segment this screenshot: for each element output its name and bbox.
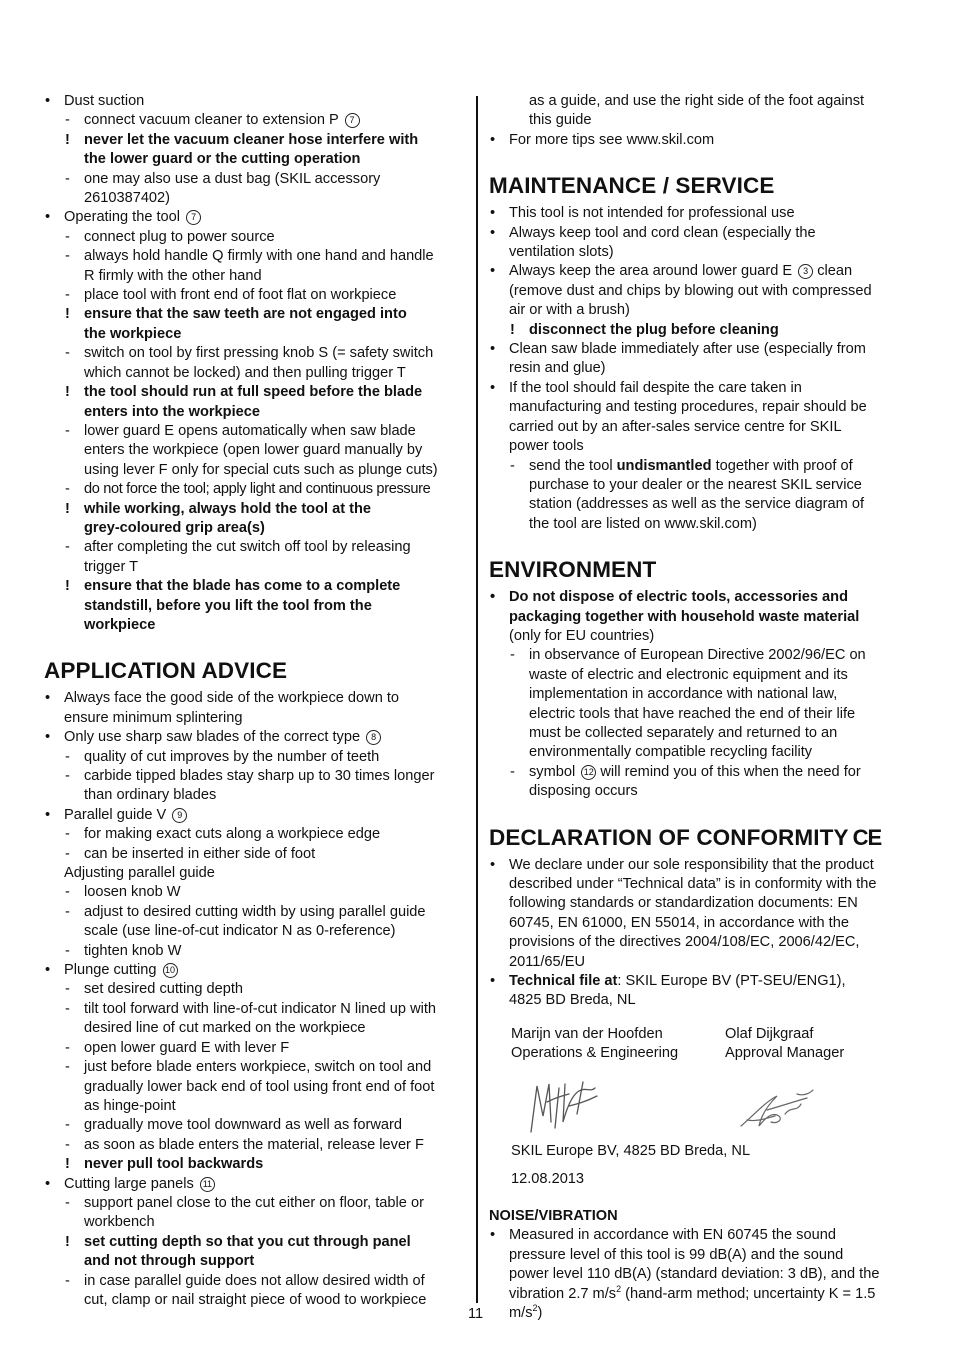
list-item: enters the workpiece (open lower guard manually by	[84, 442, 423, 459]
list-item: 2610387402)	[84, 190, 171, 207]
list-item: purchase to your dealer or the nearest SKIL service	[529, 476, 862, 493]
signature-2-icon	[737, 1086, 817, 1136]
bullet-icon: •	[490, 1227, 496, 1244]
list-item: - just before blade enters workpiece, switch on tool and	[65, 1059, 432, 1076]
list-item: • Measured in accordance with EN 60745 the sound	[489, 1226, 911, 1245]
list-item: - do not force the tool; apply light and continuous pressure	[65, 481, 431, 498]
list-item: • Always keep tool and cord clean (especially the	[489, 224, 911, 243]
list-item: trigger T	[84, 558, 139, 575]
list-item: than ordinary blades	[84, 787, 217, 804]
list-item: $m/s^2$)	[509, 1303, 543, 1322]
warning-item: ! while working, always hold the tool at the	[65, 500, 372, 517]
list-item: - can be inserted in either side of foot	[65, 845, 316, 862]
list-item: - quality of cut improves by the number of teeth	[65, 748, 380, 765]
list-item: • Always keep the area around lower guard E 3 clean	[489, 262, 911, 281]
list-item: • Parallel guide V 9	[44, 806, 466, 825]
list-item: • Technical file at: SKIL Europe BV (PT-SEU/ENG1),	[489, 972, 911, 991]
list-item: 60745, EN 61000, EN 55014, in accordance with the	[509, 914, 849, 931]
list-item: • We declare under our sole responsibility that the product	[489, 856, 911, 875]
section-heading: DECLARATION OF CONFORMITY CE	[489, 824, 882, 850]
list-item: power tools	[509, 438, 584, 455]
bullet-icon: •	[490, 131, 496, 148]
list-item: packaging together with household waste material	[509, 608, 860, 625]
section-heading: MAINTENANCE / SERVICE	[489, 173, 775, 199]
figure-ref: 9	[172, 808, 187, 823]
list-item: gradually lower back end of tool using front end of foot	[84, 1078, 435, 1095]
column-divider	[476, 96, 478, 1303]
list-item: the tool are listed on www.skil.com)	[529, 515, 757, 532]
warning-item: the lower guard or the cutting operation	[84, 151, 361, 168]
list-item: • Always face the good side of the workpiece down to	[44, 689, 466, 708]
list-item: cut, clamp or nail straight piece of wood to workpiece	[84, 1291, 427, 1308]
list-item: • Clean saw blade immediately after use (especially from	[489, 340, 911, 359]
list-item: - connect vacuum cleaner to extension P 7	[44, 111, 466, 130]
list-item: (remove dust and chips by blowing out with compressed	[509, 282, 872, 299]
bullet-icon: •	[490, 856, 496, 873]
list-item: resin and glue)	[509, 360, 606, 377]
list-item: R firmly with the other hand	[84, 267, 262, 284]
figure-ref: 8	[366, 730, 381, 745]
warning-item: ! ensure that the saw teeth are not engaged into	[65, 306, 407, 323]
list-item: pressure level of this tool is 99 dB(A) and the sound	[509, 1246, 844, 1263]
list-item: • For more tips see www.skil.com	[489, 131, 911, 150]
bullet-icon: •	[45, 806, 51, 823]
list-item: • Dust suction	[44, 92, 466, 111]
signer-title: Approval Manager	[725, 1045, 845, 1062]
list-item: - as soon as blade enters the material, release lever F	[65, 1136, 424, 1153]
declaration-date: 12.08.2013	[511, 1171, 585, 1188]
section-heading: ENVIRONMENT	[489, 557, 657, 583]
list-item: electric tools that have reached the end of their life	[529, 705, 856, 722]
signer-title: Operations & Engineering	[511, 1045, 679, 1062]
warning-item: workpiece	[84, 616, 156, 633]
list-item: - send the tool undismantled together with proof of	[510, 457, 853, 474]
section-subheading: NOISE/VIBRATION	[489, 1208, 618, 1225]
bullet-icon: •	[490, 263, 496, 280]
list-item: - in case parallel guide does not allow desired width of	[65, 1272, 425, 1289]
list-item: as a guide, and use the right side of the foot against	[529, 93, 865, 109]
bullet-icon: •	[490, 973, 496, 990]
warning-item: grey-coloured grip area(s)	[84, 519, 265, 536]
warning-item: the workpiece	[84, 325, 182, 342]
list-item: power level 110 dB(A) (standard deviation: 3 dB), and the	[509, 1266, 880, 1283]
list-item: - support panel close to the cut either on floor, table or	[65, 1194, 424, 1211]
list-item: - adjust to desired cutting width by using parallel guide	[65, 903, 426, 920]
list-item: • This tool is not intended for professional use	[489, 204, 911, 223]
list-item: • Only use sharp saw blades of the correct type 8	[44, 728, 466, 747]
list-item: - symbol 12 will remind you of this when the need for	[510, 763, 861, 780]
bullet-icon: •	[490, 205, 496, 222]
list-item: following standards or standardization documents: EN	[509, 895, 858, 912]
list-item: - gradually move tool downward as well as forward	[65, 1117, 402, 1134]
bullet-icon: •	[45, 962, 51, 979]
company-address: SKIL Europe BV, 4825 BD Breda, NL	[511, 1142, 751, 1159]
figure-ref: 10	[163, 963, 178, 978]
warning-item: standstill, before you lift the tool from the	[84, 597, 372, 614]
list-item: workbench	[84, 1214, 155, 1231]
left-column	[44, 92, 466, 1310]
signer-name: Marijn van der Hoofden	[511, 1025, 663, 1042]
list-item: • Operating the tool 7	[44, 208, 466, 227]
list-item: • If the tool should fail despite the care taken in	[489, 379, 911, 398]
bullet-icon: •	[45, 209, 51, 226]
figure-ref: 11	[200, 1177, 215, 1192]
bullet-icon: •	[45, 1175, 51, 1192]
section-heading: APPLICATION ADVICE	[44, 658, 288, 684]
list-item: which cannot be locked) and then pulling trigger T	[84, 364, 406, 381]
bullet-icon: •	[490, 379, 496, 396]
list-item: carried out by an after-sales service centre for SKIL	[509, 418, 842, 435]
ce-mark-icon: CE	[852, 824, 882, 850]
list-item: (only for EU countries)	[509, 627, 655, 644]
list-item: - carbide tipped blades stay sharp up to 30 times longer	[65, 768, 435, 784]
right-column	[489, 92, 911, 1324]
list-item: must be collected separately and returned to an	[529, 724, 838, 741]
list-item: 4825 BD Breda, NL	[509, 992, 636, 1009]
list-item: implementation in accordance with national law,	[529, 686, 838, 703]
warning-item: ! ensure that the blade has come to a complete	[65, 578, 401, 595]
list-item: described under “Technical data” is in conformity with the	[509, 876, 877, 892]
list-item: 2011/65/EU	[509, 953, 585, 970]
bullet-icon: •	[490, 589, 496, 606]
list-item: - always hold handle Q firmly with one hand and handle	[65, 248, 434, 265]
bullet-icon: •	[45, 690, 51, 707]
list-item: - after completing the cut switch off tool by releasing	[65, 539, 411, 556]
list-item: air or with a brush)	[509, 302, 630, 319]
list-item: - one may also use a dust bag (SKIL accessory	[65, 170, 381, 187]
list-item: - open lower guard E with lever F	[65, 1039, 290, 1056]
list-item: using lever F only for special cuts such as plunge cuts)	[84, 461, 438, 478]
list-item: • Plunge cutting 10	[44, 961, 466, 980]
figure-ref: 7	[345, 113, 360, 128]
list-item: • Do not dispose of electric tools, accessories and	[489, 588, 911, 607]
signer-name: Olaf Dijkgraaf	[725, 1025, 814, 1042]
list-item: - in observance of European Directive 2002/96/EC on	[510, 647, 866, 664]
list-item: • Cutting large panels 11	[44, 1175, 466, 1194]
list-item: - loosen knob W	[65, 884, 181, 901]
page-number: 11	[468, 1306, 484, 1322]
bullet-icon: •	[45, 729, 51, 746]
list-item: environmentally compatible recycling facility	[529, 744, 813, 761]
list-item: - switch on tool by first pressing knob S (= safety switch	[65, 345, 434, 362]
bullet-icon: •	[490, 341, 496, 358]
warning-item: ! the tool should run at full speed before the blade	[65, 384, 423, 401]
figure-ref: 7	[186, 210, 201, 225]
bullet-icon: •	[490, 224, 496, 241]
list-item: Adjusting parallel guide	[64, 865, 215, 882]
list-item: - set desired cutting depth	[65, 981, 244, 998]
list-item: - tighten knob W	[65, 942, 182, 959]
list-item: - for making exact cuts along a workpiece edge	[65, 826, 381, 843]
list-item: - place tool with front end of foot flat on workpiece	[65, 287, 397, 304]
list-item: - tilt tool forward with line-of-cut indicator N lined up with	[65, 1000, 437, 1017]
warning-item: ! set cutting depth so that you cut through panel	[65, 1233, 411, 1250]
list-item: scale (use line-of-cut indicator N as 0-reference)	[84, 923, 396, 940]
signatories	[489, 1025, 911, 1064]
list-item: this guide	[529, 112, 592, 129]
warning-item: ! never pull tool backwards	[65, 1156, 264, 1173]
bullet-icon: •	[45, 93, 51, 109]
warning-item: enters into the workpiece	[84, 403, 260, 420]
list-item: ensure minimum splintering	[64, 709, 243, 726]
list-item: waste of electric and electronic equipment and its	[529, 666, 848, 683]
list-item: - lower guard E opens automatically when saw blade	[65, 422, 416, 439]
figure-ref: 3	[798, 264, 813, 279]
warning-item: and not through support	[84, 1253, 255, 1270]
list-item: as hinge-point	[84, 1097, 176, 1114]
list-item: provisions of the directives 2004/108/EC, 2006/42/EC,	[509, 934, 860, 951]
warning-item: ! never let the vacuum cleaner hose interfere with	[65, 131, 419, 148]
list-item: - connect plug to power source	[65, 228, 275, 245]
list-item: ventilation slots)	[509, 244, 614, 261]
list-item: disposing occurs	[529, 783, 638, 800]
list-item: station (addresses as well as the service diagram of	[529, 496, 865, 513]
figure-ref: 12	[581, 765, 596, 780]
list-item: desired line of cut marked on the workpiece	[84, 1020, 366, 1037]
signature-1-icon	[525, 1072, 605, 1136]
list-item: manufacturing and testing procedures, repair should be	[509, 399, 867, 416]
warning-item: ! disconnect the plug before cleaning	[510, 321, 779, 338]
list-item: vibration 2.7 $m/s^2$ (hand-arm method; uncertainty K = 1.5	[509, 1283, 876, 1302]
signatures	[489, 1064, 911, 1142]
